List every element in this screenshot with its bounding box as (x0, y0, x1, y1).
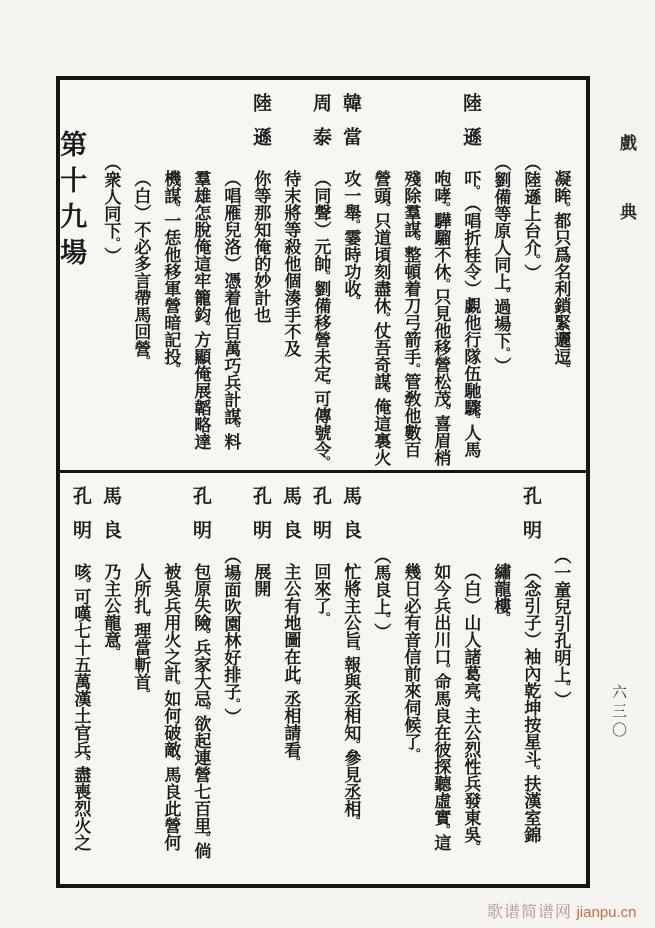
page-number: 六三〇 (610, 684, 626, 741)
reading-circle: 。 (317, 456, 332, 468)
reading-circle: 。 (407, 748, 422, 760)
reading-circle: 。 (197, 629, 212, 641)
reading-circle: 。 (557, 681, 572, 693)
reading-circle: 。 (557, 202, 572, 214)
reading-circle: 。 (377, 613, 392, 625)
reading-circle: 。 (197, 321, 212, 333)
column-text: 回來了。 (311, 563, 332, 624)
dialogue-column (247, 80, 274, 470)
column-text: ︵衆人同下。︶ (101, 154, 122, 264)
column-text: ︵馬良上。︶ (371, 547, 392, 640)
dialogue-column (457, 80, 484, 470)
dialogue-column (547, 80, 574, 470)
column-text: ︵白︶山人諸葛亮。主公烈性兵發東吳。 (461, 563, 482, 853)
reading-circle: 。 (437, 405, 452, 417)
reading-circle: 。 (377, 202, 392, 214)
reading-circle: 。 (167, 363, 182, 375)
speaker-name: 陸遜 (460, 93, 481, 161)
dialogue-column (307, 473, 334, 884)
speaker-name: 孔明 (520, 486, 541, 554)
column-text: 凝眸。都只爲名利鎖緊邐逗。 (551, 170, 572, 375)
dialogue-column (427, 473, 454, 884)
reading-circle: 。 (467, 697, 482, 709)
column-text: 吓。︵唱折桂令︶覷他行隊伍馳驟。人馬 (461, 170, 482, 458)
dialogue-column (67, 473, 94, 884)
speaker-name: 韓當 (340, 93, 361, 161)
reading-circle: 。 (317, 270, 332, 282)
column-text: 被吳兵用火之計。如何破敵。馬良此營何 (161, 563, 182, 851)
reading-circle: 。 (437, 824, 452, 836)
dialogue-column (427, 80, 454, 470)
dialogue-column (457, 473, 484, 884)
dialogue-column (397, 473, 424, 884)
reading-circle: 。 (347, 646, 362, 658)
speaker-name: 馬良 (280, 486, 301, 554)
column-text: 忙將主公旨。報與丞相知。參見丞相。 (341, 563, 362, 827)
reading-circle: 。 (197, 705, 212, 717)
reading-circle: 。 (407, 236, 422, 248)
reading-circle: 。 (497, 612, 512, 624)
column-text: ︵同聲︶元帥。劉備移營未定。可傳號令。 (311, 170, 332, 468)
speaker-name: 馬良 (100, 486, 121, 554)
reading-circle: 。 (437, 663, 452, 675)
column-text: ︵場面吹園林好排子。︶ (221, 547, 242, 725)
dialogue-column (307, 80, 334, 470)
reading-circle: 。 (317, 612, 332, 624)
column-text: 主公有地圖在此。丞相請看。 (281, 563, 302, 768)
column-text: ︵一童兒引孔明上。︶ (551, 547, 572, 708)
dialogue-column (397, 80, 424, 470)
column-text: ︵白︶不必多言帶馬回營。 (131, 170, 152, 367)
stage-direction-column (547, 473, 574, 884)
reading-circle: 。 (107, 646, 122, 658)
column-text: 繡龍樓。 (491, 563, 512, 624)
reading-circle: 。 (377, 312, 392, 324)
dialogue-column (337, 80, 364, 470)
column-text: 第十九場 (56, 130, 87, 274)
dialogue-column (127, 80, 154, 470)
column-text: 人所扎。理當斬首。 (131, 563, 152, 700)
column-text: 如今兵出川口。命馬良在彼探聽虛實。這 (431, 563, 452, 851)
reading-circle: 。 (77, 756, 92, 768)
column-text: 待末將等殺他個湊手不及 (281, 170, 301, 357)
dialogue-column (277, 80, 304, 470)
dialogue-column (127, 473, 154, 884)
dialogue-column (157, 80, 184, 470)
column-text: 乃主公龍意。 (101, 563, 122, 658)
reading-circle: 。 (557, 363, 572, 375)
watermark-site-name: 歌谱简谱网 (487, 904, 573, 921)
reading-circle: 。 (347, 295, 362, 307)
reading-circle: 。 (137, 688, 152, 700)
book-title: 戲典 (617, 134, 636, 272)
column-text: 羣雄怎脫俺這牢籠鈞。方顯俺展韜略達 (191, 170, 212, 450)
reading-circle: 。 (317, 380, 332, 392)
dialogue-column (97, 473, 124, 884)
column-text: 殘除羣謀。整頓着刀弓箭手。管敎他數百 (401, 170, 422, 458)
dialogue-column (217, 80, 244, 470)
column-text: 包原失險。兵家大忌。欲起連營七百里。倘 (191, 563, 212, 859)
stage-direction-column (367, 473, 394, 884)
dialogue-column (247, 473, 274, 884)
scene-title-column (48, 80, 94, 470)
column-text: 攻一舉。霎時功收。 (341, 170, 362, 307)
reading-circle: 。 (137, 612, 152, 624)
reading-circle: 。 (137, 355, 152, 367)
reading-circle: 。 (497, 288, 512, 300)
column-text: 幾日必有音信前來伺候了。 (401, 563, 422, 760)
stage-direction-column (487, 80, 514, 470)
reading-circle: 。 (497, 347, 512, 359)
reading-circle: 。 (287, 756, 302, 768)
dialogue-column (157, 473, 184, 884)
watermark-site-url: jianpu.cn (576, 904, 637, 921)
column-text: 咆哮。驊騮不休。只見他移營松茂。喜眉梢 (431, 170, 452, 466)
speaker-name: 馬良 (340, 486, 361, 554)
watermark (487, 899, 637, 922)
reading-circle: 。 (347, 219, 362, 231)
bottom-section (60, 470, 586, 884)
top-section (56, 80, 586, 470)
speaker-name: 孔明 (250, 486, 271, 554)
reading-circle: 。 (377, 388, 392, 400)
stage-direction-column (217, 473, 244, 884)
dialogue-column (337, 473, 364, 884)
dialogue-column (487, 473, 514, 884)
reading-circle: 。 (197, 832, 212, 844)
column-text: 咳。可嘆七十五萬漢土官兵。盡喪烈火之 (71, 563, 92, 851)
dialogue-column (517, 473, 544, 884)
reading-circle: 。 (527, 254, 542, 266)
column-text: 機謀。一恁他移軍營暗記投。 (161, 170, 182, 375)
column-text: ︵唱雁兒洛︶憑着他百萬巧兵計謀。料 (221, 170, 242, 450)
speaker-name: 孔明 (190, 486, 211, 554)
stage-direction-column (97, 80, 124, 470)
reading-circle: 。 (437, 202, 452, 214)
reading-circle: 。 (467, 841, 482, 853)
speaker-name: 陸遜 (250, 93, 271, 161)
column-text: ︵陸遜上台介。︶ (521, 154, 542, 281)
reading-circle: 。 (437, 278, 452, 290)
speaker-name: 周泰 (310, 93, 331, 161)
reading-circle: 。 (167, 202, 182, 214)
speaker-name: 孔明 (70, 486, 91, 554)
reading-circle: 。 (347, 739, 362, 751)
reading-circle: 。 (227, 698, 242, 710)
reading-circle: 。 (527, 765, 542, 777)
dialogue-column (367, 80, 394, 470)
dialogue-column (187, 80, 214, 470)
reading-circle: 。 (287, 680, 302, 692)
page-frame (56, 76, 590, 888)
column-text: 營頭。只道頃刻盡休。仗吾奇謀。俺這裏火 (371, 170, 392, 466)
column-text: 展開 (251, 563, 271, 597)
reading-circle: 。 (77, 578, 92, 590)
column-text: 你等那知俺的妙計也 (251, 170, 271, 323)
reading-circle: 。 (167, 756, 182, 768)
reading-circle: 。 (107, 237, 122, 249)
dialogue-column (187, 473, 214, 884)
speaker-name: 孔明 (310, 486, 331, 554)
reading-circle: 。 (467, 414, 482, 426)
reading-circle: 。 (227, 423, 242, 435)
dialogue-column (277, 473, 304, 884)
reading-circle: 。 (407, 363, 422, 375)
reading-circle: 。 (347, 815, 362, 827)
stage-direction-column (517, 80, 544, 470)
reading-circle: 。 (467, 185, 482, 197)
reading-circle: 。 (167, 680, 182, 692)
column-text: ︵念引子︶袖內乾坤按星斗。扶漢室錦 (521, 563, 542, 843)
column-text: ︵劉備等原人同上。過場下。︶ (491, 154, 512, 374)
